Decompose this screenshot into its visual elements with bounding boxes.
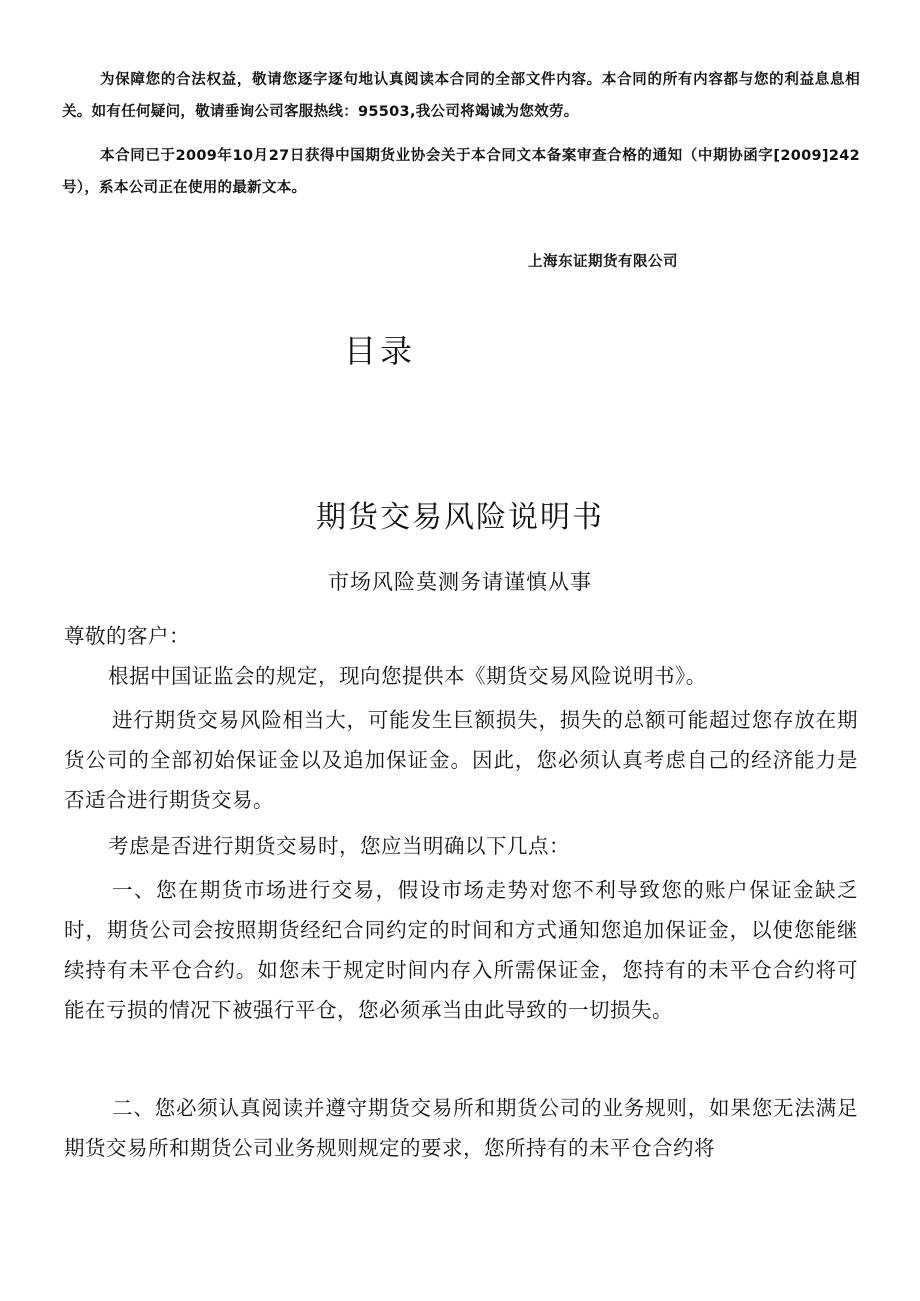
- notice-paragraph-2: 本合同已于2009年10月27日获得中国期货业协会关于本合同文本备案审查合格的通知（中期协函字[2009]242号），系本公司正在使用的最新文本。: [62, 148, 860, 196]
- document-title: 期货交易风险说明书: [316, 500, 604, 535]
- body-paragraph: 根据中国证监会的规定，现向您提供本《期货交易风险说明书》。: [108, 664, 707, 688]
- body-paragraph: 一、您在期货市场进行交易，假设市场走势对您不利导致您的账户保证金缺乏时，期货公司会按照期货经纪合同约定的时间和方式通知您追加保证金，以使您能继续持有未平仓合约。如您未于规定时间内存入所需保证金，您持有的未平仓合约将可能在亏损的情况下被强行平仓，您必须承当由此导致的一切损失。: [64, 878, 858, 1022]
- salutation: 尊敬的客户：: [64, 624, 190, 648]
- company-name: 上海东证期货有限公司: [528, 254, 678, 270]
- body-paragraph: 考虑是否进行期货交易时，您应当明确以下几点：: [108, 834, 570, 858]
- notice-paragraph-1: 为保障您的合法权益，敬请您逐字逐句地认真阅读本合同的全部文件内容。本合同的所有内容都与您的利益息息相关。如有任何疑问，敬请垂询公司客服热线：95503,我公司将竭诚为您效劳。: [62, 72, 860, 120]
- document-subtitle: 市场风险莫测务请谨慎从事: [328, 570, 592, 594]
- body-paragraph: 进行期货交易风险相当大，可能发生巨额损失，损失的总额可能超过您存放在期货公司的全部初始保证金以及追加保证金。因此，您必须认真考虑自己的经济能力是否适合进行期货交易。: [64, 708, 858, 812]
- body-paragraph: 二、您必须认真阅读并遵守期货交易所和期货公司的业务规则，如果您无法满足期货交易所和期货公司业务规则规定的要求，您所持有的未平仓合约将: [64, 1096, 858, 1160]
- table-of-contents-heading: 目录: [344, 332, 417, 370]
